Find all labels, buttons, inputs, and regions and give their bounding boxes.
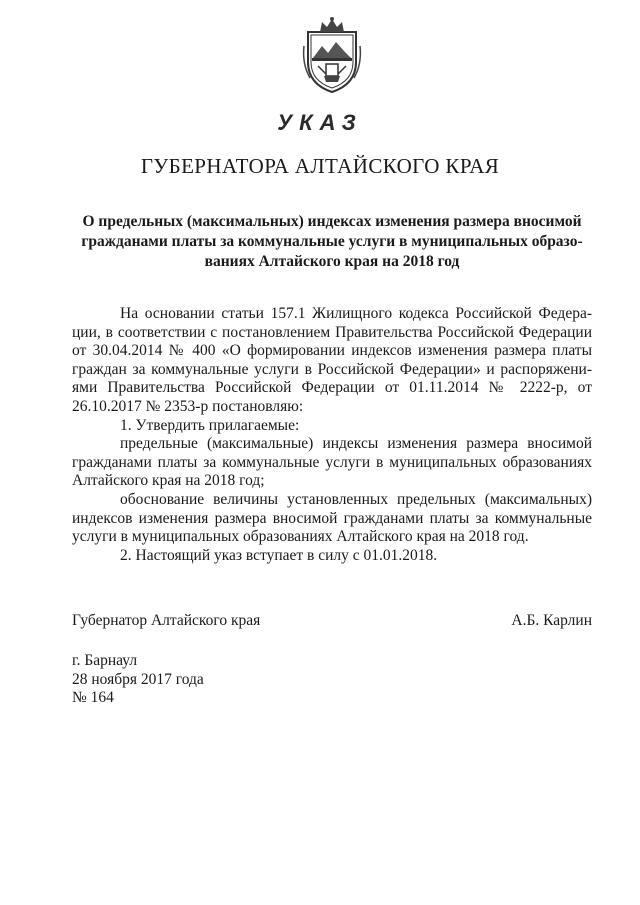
issue-date: 28 ноября 2017 года (72, 670, 204, 688)
title-line: гражданами платы за коммунальные услуги в муниципальных образо- (81, 233, 583, 250)
preamble-line: На основании статьи 157.1 Жилищного кодекса Российской Федера- (120, 305, 592, 322)
preamble-line: граждан за коммунальные услуги в Российской Федерации» и распоряжени- (72, 360, 592, 378)
preamble-line: ями Правительства Российской Федерации от 01.11.2014 № 2222-р, от (72, 379, 592, 397)
title-line: ваниях Алтайского края на 2018 год (204, 253, 460, 270)
preamble-line: 26.10.2017 № 2353-р постановляю: (72, 397, 304, 415)
preamble-paragraph (72, 305, 592, 417)
decree-heading: УКАЗ (277, 110, 363, 135)
decree-number: № 164 (72, 689, 114, 707)
preamble-line: от 30.04.2014 № 400 «О формировании индексов изменения размера платы (72, 342, 592, 360)
issue-city: г. Барнаул (72, 652, 138, 669)
issue-details (72, 652, 372, 708)
title-line: О предельных (максимальных) индексах изменения размера вносимой (82, 213, 582, 230)
document-body (72, 305, 592, 565)
signature-block (72, 612, 592, 630)
issuer-heading: ГУБЕРНАТОРА АЛТАЙСКОГО КРАЯ (140, 154, 500, 178)
item-1: 1. Утвердить прилагаемые: (120, 416, 300, 434)
item-1b: обоснование величины установленных предельных (максимальных) индексов изменения размера вносимой гражданами платы за коммунальные услуги в муниципальных образованиях Алтайского края на 2018 год. (72, 490, 592, 546)
altai-coat-of-arms-icon (300, 16, 364, 96)
item-2: 2. Настоящий указ вступает в силу с 01.01.2018. (120, 546, 438, 564)
preamble-line: ции, в соответствии с постановлением Правительства Российской Федерации (72, 323, 592, 341)
document-title (72, 212, 592, 272)
signatory-position: Губернатор Алтайского края (72, 612, 261, 629)
signatory-name: А.Б. Карлин (511, 612, 592, 629)
item-1a: предельные (максимальные) индексы изменения размера вносимой гражданами платы за коммунальные услуги в муниципальных образованиях Алтайского края на 2018 год; (72, 435, 592, 490)
